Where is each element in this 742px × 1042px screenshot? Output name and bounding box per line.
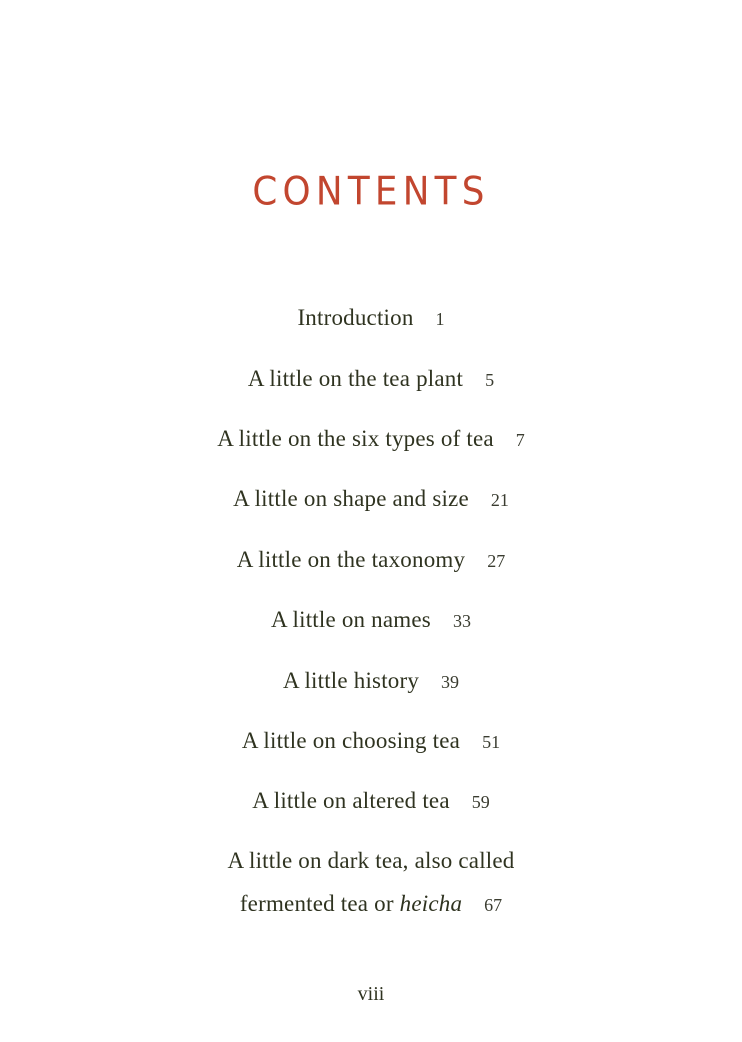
toc-entry-label: A little on the tea plant bbox=[247, 366, 464, 391]
toc-entry-page: 59 bbox=[471, 792, 490, 812]
toc-entry-page: 67 bbox=[484, 895, 503, 915]
toc-entry-page: 1 bbox=[435, 309, 445, 329]
toc-entry-label: Introduction bbox=[297, 305, 414, 330]
toc-entry-dark-tea-line1[interactable] bbox=[0, 847, 742, 875]
toc-entry-names[interactable] bbox=[0, 606, 742, 635]
toc-entry-label: A little on the six types of tea bbox=[217, 426, 494, 451]
toc-entry-page: 7 bbox=[515, 430, 525, 450]
toc-entry-label: A little on the taxonomy bbox=[236, 547, 466, 572]
page-folio: viii bbox=[357, 983, 385, 1005]
toc-entry-label: A little history bbox=[282, 668, 420, 693]
toc-entry-page: 33 bbox=[452, 611, 471, 631]
toc-entry-label: A little on altered tea bbox=[252, 788, 450, 813]
toc-entry-page: 5 bbox=[485, 370, 495, 390]
toc-entry-history[interactable] bbox=[0, 667, 742, 696]
toc-entry-choosing-tea[interactable] bbox=[0, 727, 742, 756]
toc-entry-label-prefix: fermented tea or bbox=[239, 891, 400, 916]
toc-entry-label: A little on dark tea, also called bbox=[227, 848, 515, 873]
toc-entry-page: 51 bbox=[482, 732, 501, 752]
toc-entry-label: A little on shape and size bbox=[233, 486, 469, 511]
toc-entry-page: 27 bbox=[487, 551, 506, 571]
toc-entry-six-types[interactable] bbox=[0, 425, 742, 454]
toc-entry-label: A little on choosing tea bbox=[241, 728, 461, 753]
toc-entry-taxonomy[interactable] bbox=[0, 546, 742, 575]
toc-entry-label-italic: heicha bbox=[399, 891, 463, 916]
contents-title: CONTENTS bbox=[252, 169, 490, 215]
toc-entry-dark-tea-line2[interactable] bbox=[0, 890, 742, 919]
toc-entry-page: 39 bbox=[441, 672, 460, 692]
toc-entry-tea-plant[interactable] bbox=[0, 365, 742, 394]
toc-entry-introduction[interactable] bbox=[0, 304, 742, 333]
toc-entry-page: 21 bbox=[490, 490, 509, 510]
toc-entry-shape-size[interactable] bbox=[0, 485, 742, 514]
toc-entry-label-continued bbox=[240, 891, 462, 916]
toc-entry-label: A little on names bbox=[271, 607, 431, 632]
toc-entry-altered-tea[interactable] bbox=[0, 787, 742, 816]
